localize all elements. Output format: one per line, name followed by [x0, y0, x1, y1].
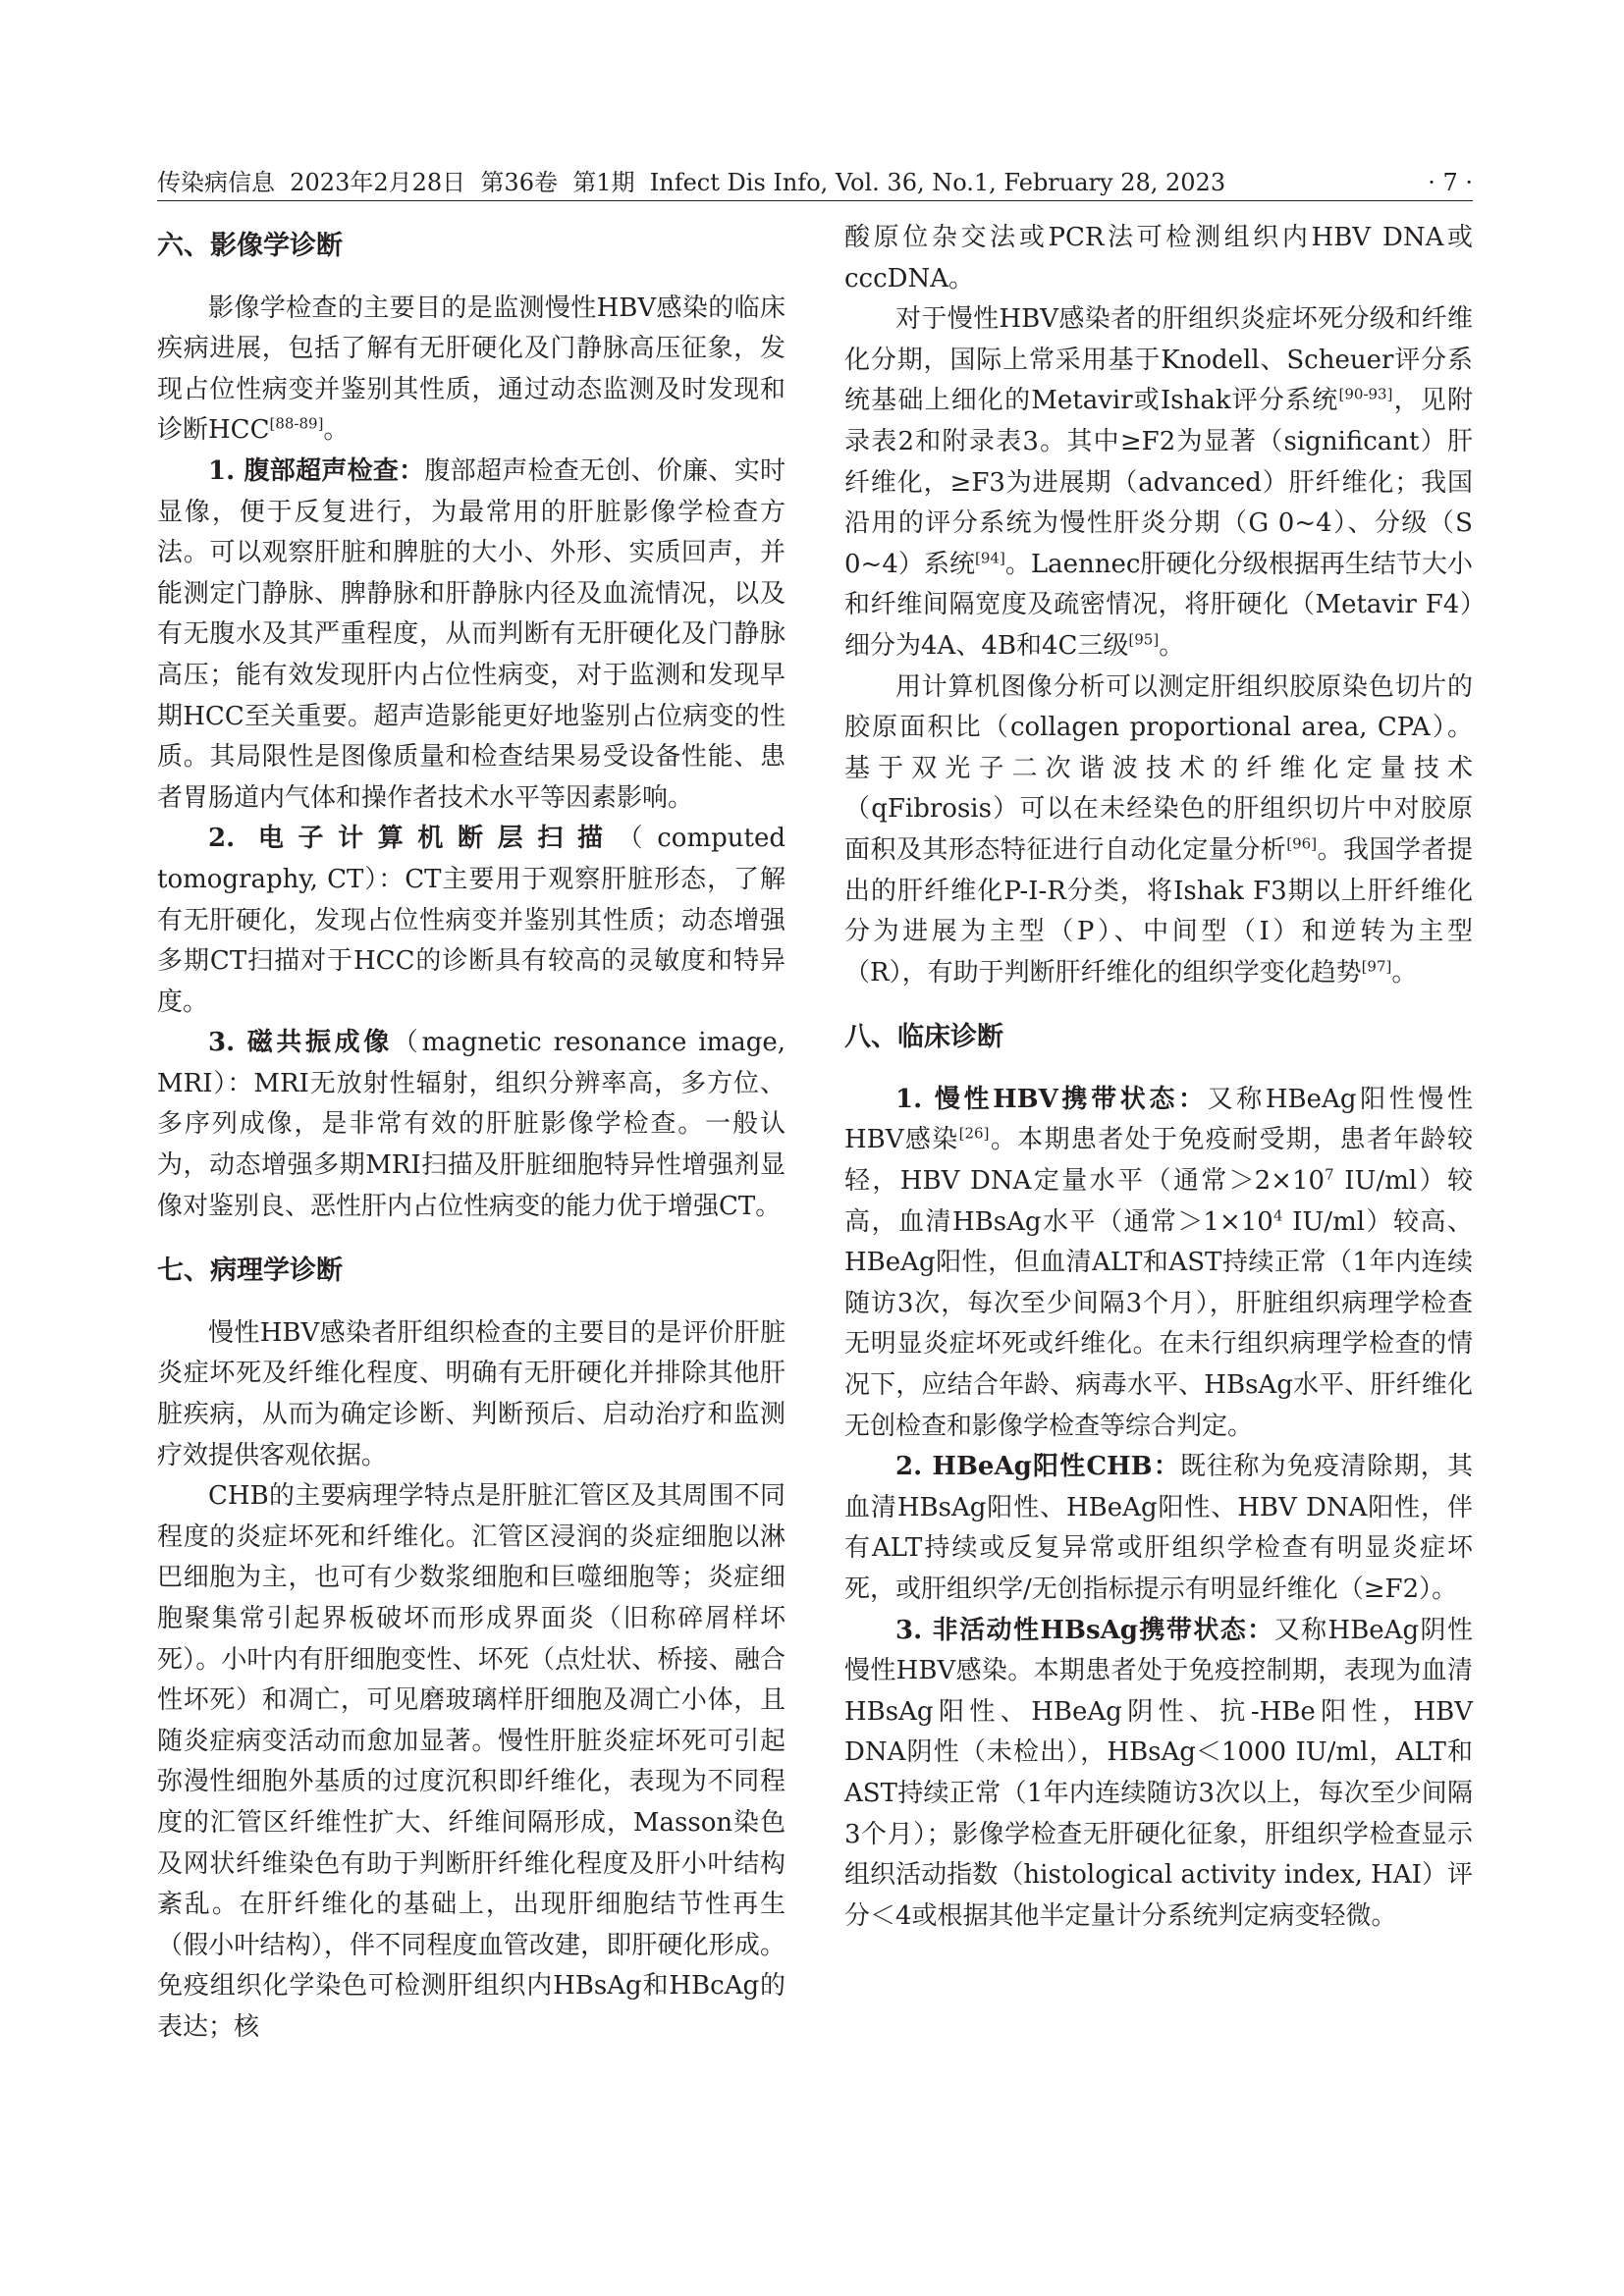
paragraph-text: 。本期患者处于免疫耐受期，患者年龄较轻，HBV DNA定量水平（通常＞2×10 [844, 1125, 1473, 1197]
paragraph-text: 。 [1391, 957, 1418, 988]
paragraph-text: （computed tomography, CT）：CT主要用于观察肝脏形态，了解有无肝硬化，发现占位性病变并鉴别其性质；动态增强多期CT扫描对于HCC的诊断具有较高的灵敏度和特异度。 [157, 824, 785, 1017]
running-header [157, 163, 1473, 202]
citation-ref: [88-89] [269, 414, 324, 433]
paragraph [157, 819, 785, 1023]
paragraph-continuation: 酸原位杂交法或PCR法可检测组织内HBV DNA或cccDNA。 [844, 223, 1473, 294]
journal-citation-en: Infect Dis Info, Vol. 36, No.1, February 28, 2023 [649, 169, 1226, 196]
paragraph-text: 又称HBeAg阴性慢性HBV感染。本期患者处于免疫控制期，表现为血清HBsAg阳性、HBeAg阴性、抗-HBe阳性，HBV DNA阴性（未检出），HBsAg＜1000 IU/ml，ALT和AST持续正常（1年内连续随访3次以上，每次至少间隔3个月）；影像学检查无肝硬化征象，肝组织学检查显示组织活动指数（histological activity index, HAI）评分＜4或根据其他半定量计分系统判定病变轻微。 [844, 1615, 1473, 1931]
citation-ref: [95] [1128, 630, 1160, 649]
paragraph [844, 667, 1473, 994]
paragraph-text: ，见附录表2和附录表3。其中≥F2为显著（significant）肝纤维化，≥F3为进展期（advanced）肝纤维化；我国沿用的评分系统为慢性肝炎分期（G 0~4）、分级（S 0~4）系统 [844, 386, 1473, 579]
citation-ref: [97] [1361, 957, 1392, 976]
section-heading-imaging: 六、影像学诊断 [157, 231, 343, 261]
journal-name-cn: 传染病信息 [157, 169, 275, 196]
paragraph [844, 1080, 1473, 1447]
paragraph [157, 1023, 785, 1227]
paragraph [844, 299, 1473, 667]
item-lead: 2. HBeAg阳性CHB： [895, 1452, 1181, 1482]
left-column [157, 218, 785, 2049]
paragraph-text: 用计算机图像分析可以测定肝组织胶原染色切片的胶原面积比（collagen proportional area, CPA）。基于双光子二次谐波技术的纤维化定量技术（qFibrosis）可以在未经染色的肝组织切片中对胶原面积及其形态特征进行自动化定量分析 [844, 671, 1473, 865]
exponent: 7 [1325, 1165, 1334, 1184]
issue-date-cn: 2023年2月28日 [290, 169, 466, 196]
item-lead: 3. 非活动性HBsAg携带状态： [895, 1615, 1274, 1645]
paragraph-text: 影像学检查的主要目的是监测慢性HBV感染的临床疾病进展，包括了解有无肝硬化及门静脉高压征象，发现占位性病变并鉴别其性质，通过动态监测及时发现和诊断HCC [157, 293, 785, 446]
header-rule [157, 200, 1473, 201]
paragraph [844, 1447, 1473, 1610]
paragraph: CHB的主要病理学特点是肝脏汇管区及其周围不同程度的炎症坏死和纤维化。汇管区浸润的炎症细胞以淋巴细胞为主，也可有少数浆细胞和巨噬细胞等；炎症细胞聚集常引起界板破坏而形成界面炎（旧称碎屑样坏死）。小叶内有肝细胞变性、坏死（点灶状、桥接、融合性坏死）和凋亡，可见磨玻璃样肝细胞及凋亡小体，且随炎症病变活动而愈加显著。慢性肝脏炎症坏死可引起弥漫性细胞外基质的过度沉积即纤维化，表现为不同程度的汇管区纤维性扩大、纤维间隔形成，Masson染色及网状纤维染色有助于判断肝纤维化程度及肝小叶结构紊乱。在肝纤维化的基础上，出现肝细胞结节性再生（假小叶结构），伴不同程度血管改建，即肝硬化形成。免疫组织化学染色可检测肝组织内HBsAg和HBcAg的表达；核 [157, 1481, 785, 2042]
section-heading-pathology: 七、病理学诊断 [157, 1255, 343, 1287]
section-heading-clinical-diagnosis: 八、临床诊断 [844, 1022, 1003, 1053]
item-lead: 1. 腹部超声检查： [208, 455, 425, 486]
paragraph-text: 又称HBeAg阳性慢性HBV感染 [844, 1084, 1473, 1155]
issue-cn: 第1期 [572, 169, 635, 196]
paragraph: 慢性HBV感染者肝组织检查的主要目的是评价肝脏炎症坏死及纤维化程度、明确有无肝硬化并排除其他肝脏疾病，从而为确定诊断、判断预后、启动治疗和监测疗效提供客观依据。 [157, 1317, 785, 1470]
citation-ref: [94] [975, 549, 1005, 567]
paragraph-text: 对于慢性HBV感染者的肝组织炎症坏死分级和纤维化分期，国际上常采用基于Knodell、Scheuer评分系统基础上细化的Metavir或Ishak评分系统 [844, 304, 1473, 416]
paragraph-text: IU/ml）较高、HBeAg阳性，但血清ALT和AST持续正常（1年内连续随访3次，每次至少间隔3个月），肝脏组织病理学检查无明显炎症坏死或纤维化。在未行组织病理学检查的情况下，应结合年龄、病毒水平、HBsAg水平、肝纤维化无创检查和影像学检查等综合判定。 [844, 1206, 1473, 1441]
running-title [157, 163, 1225, 202]
paragraph [844, 1611, 1473, 1938]
paragraph-text: 既往称为免疫清除期，其血清HBsAg阳性、HBeAg阳性、HBV DNA阳性，伴有ALT持续或反复异常或肝组织学检查有明显炎症坏死，或肝组织学/无创指标提示有明显纤维化（≥F2）。 [844, 1452, 1473, 1604]
right-column [844, 218, 1473, 1937]
page-number: · 7 · [1428, 169, 1473, 196]
paragraph-text: IU/ml）较高，血清HBsAg水平（通常＞1×10 [844, 1166, 1473, 1237]
paragraph-text: 。我国学者提出的肝纤维化P-I-R分类，将Ishak F3期以上肝纤维化分为进展为主型（P）、中间型（I）和逆转为主型（R），有助于判断肝纤维化的组织学变化趋势 [844, 834, 1473, 988]
paragraph-text: 。 [1159, 630, 1185, 661]
item-lead: 3. 磁共振成像 [208, 1028, 393, 1058]
paragraph-text: 腹部超声检查无创、价廉、实时显像，便于反复进行，为最常用的肝脏影像学检查方法。可以观察肝脏和脾脏的大小、外形、实质回声，并能测定门静脉、脾静脉和肝静脉内径及血流情况，以及有无腹水及其严重程度，从而判断有无肝硬化及门静脉高压；能有效发现肝内占位性病变，对于监测和发现早期HCC至关重要。超声造影能更好地鉴别占位病变的性质。其局限性是图像质量和检查结果易受设备性能、患者胃肠道内气体和操作者技术水平等因素影响。 [157, 455, 785, 813]
exponent: 4 [1272, 1206, 1283, 1224]
paragraph [157, 289, 785, 452]
item-lead: 1. 慢性HBV携带状态： [895, 1084, 1208, 1114]
volume-cn: 第36卷 [480, 169, 558, 196]
citation-ref: [26] [958, 1124, 990, 1143]
citation-ref: [96] [1286, 834, 1318, 853]
item-lead: 2. 电子计算机断层扫描 [208, 824, 618, 854]
paragraph [157, 452, 785, 819]
paragraph-text: 。Laennec肝硬化分级根据再生结节大小和纤维间隔宽度及疏密情况，将肝硬化（Metavir F4）细分为4A、4B和4C三级 [844, 549, 1474, 661]
paragraph-text: 。 [323, 415, 350, 446]
citation-ref: [90-93] [1338, 385, 1393, 403]
paragraph-text: （magnetic resonance image, MRI）：MRI无放射性辐射，组织分辨率高，多方位、多序列成像，是非常有效的肝脏影像学检查。一般认为，动态增强多期MRI扫描及肝脏细胞特异性增强剂显像对鉴别良、恶性肝内占位性病变的能力优于增强CT。 [157, 1028, 785, 1221]
